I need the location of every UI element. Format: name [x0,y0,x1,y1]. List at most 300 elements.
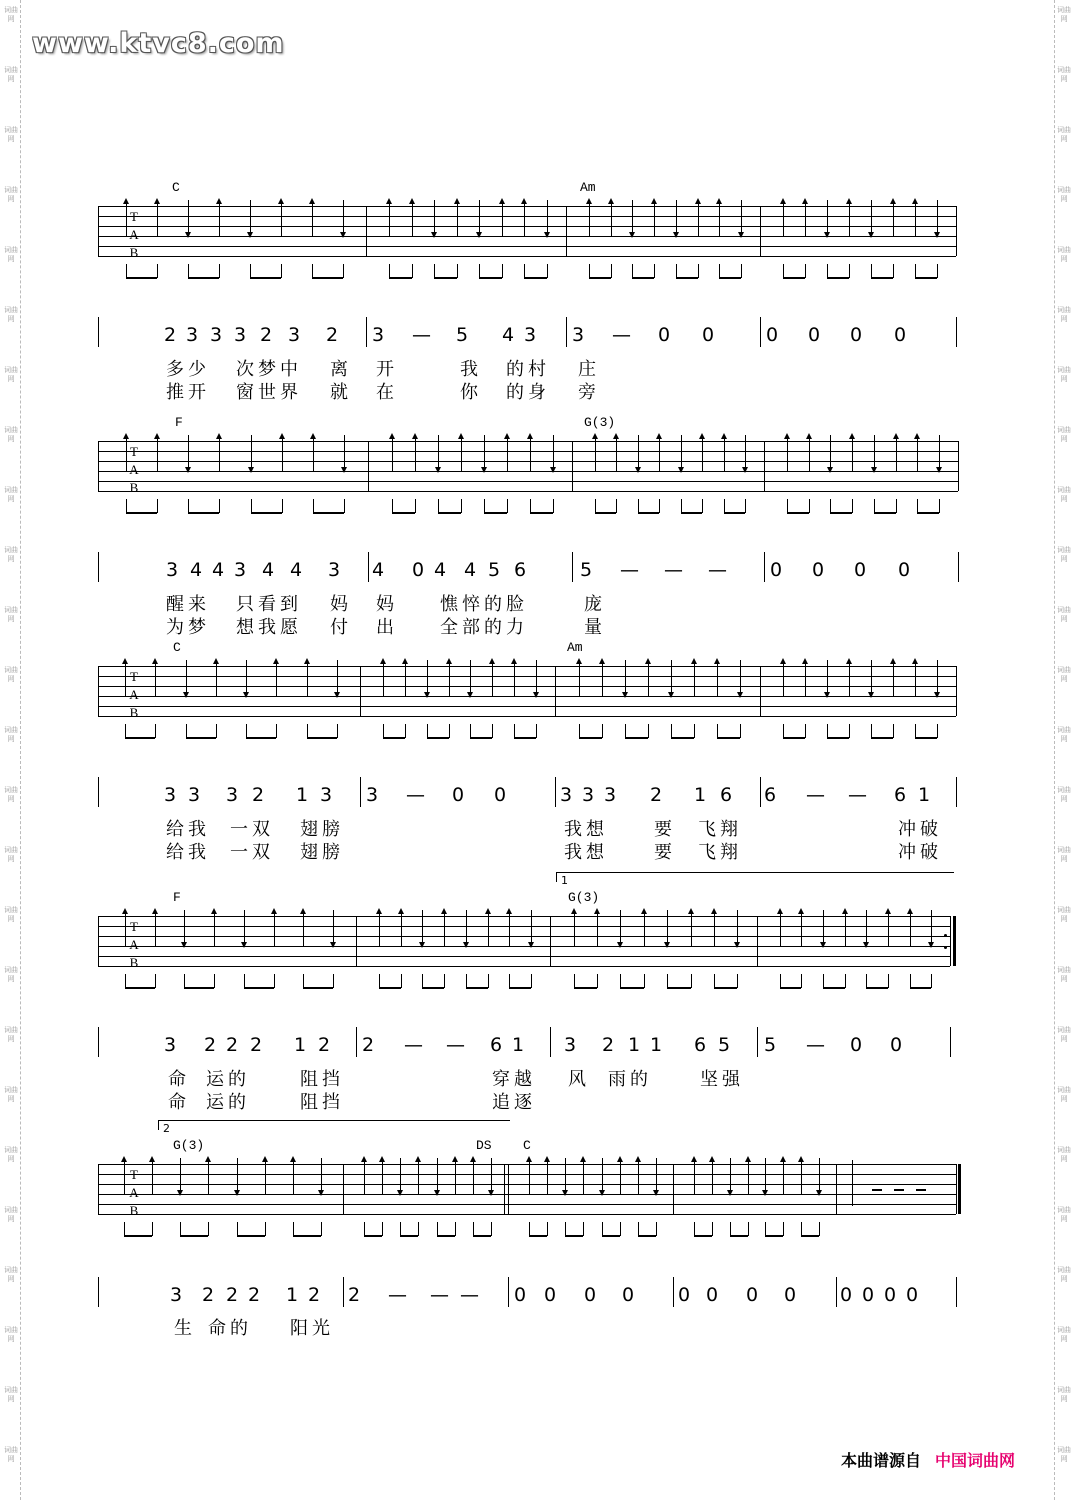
rhythm-stem [809,499,810,513]
rhythm-stem [125,724,126,738]
rhythm-stem [437,1222,438,1236]
rhythm-stem [124,1222,125,1236]
jianpu-note: 0 [849,1034,863,1056]
strum-down-arrow [762,1190,768,1196]
strum-up-arrow [586,198,592,204]
left-margin-strip [2,0,21,1500]
rhythm-stem [893,724,894,738]
strum-stroke [871,200,872,236]
rhythm-beam [125,737,155,739]
margin-mark: 词曲网 [1057,486,1071,503]
lyric-verse-2: 出 [376,617,398,638]
strum-stroke [321,1158,322,1194]
rhythm-stem [681,499,682,513]
tab-staff-line [98,1184,956,1185]
notation-bar-line [98,1027,99,1057]
jianpu-note: 5 [455,324,469,346]
strum-stroke [124,1158,125,1194]
jianpu-note: 3 [163,1034,177,1056]
jianpu-note: 4 [371,559,385,581]
strum-up-arrow [656,433,662,439]
jianpu-note: 0 [897,559,911,581]
rhythm-beam [595,512,616,514]
strum-up-arrow [846,658,852,664]
strum-stroke [219,200,220,236]
strum-down-arrow [871,467,877,473]
tab-staff-line [98,246,956,247]
strum-up-arrow [580,1156,586,1162]
strum-down-arrow [934,232,940,238]
rhythm-stem [714,974,715,988]
strum-stroke [237,1158,238,1194]
margin-mark: 词曲网 [1057,1326,1071,1343]
strum-stroke [638,1158,639,1194]
strum-stroke [208,1158,209,1194]
strum-stroke [681,435,682,471]
jianpu-note: 0 [765,324,779,346]
margin-mark: 词曲网 [1057,1206,1071,1223]
strum-stroke [724,435,725,471]
strum-up-arrow [576,658,582,664]
jianpu-note: 1 [293,1034,307,1056]
rhythm-beam [765,1235,783,1237]
bar-line [566,206,567,256]
jianpu-note: 5 [487,559,501,581]
strum-down-arrow [868,232,874,238]
strum-stroke [379,910,380,946]
strum-stroke [654,200,655,236]
rhythm-stem [648,724,649,738]
lyric-verse-1: 穿越 [492,1069,536,1090]
rhythm-stem [343,264,344,278]
rhythm-beam [671,737,694,739]
strum-stroke [574,910,575,946]
strum-up-arrow [780,658,786,664]
lyric-verse-1: 风 [568,1069,590,1090]
rhythm-beam [724,512,745,514]
chord-label: G(3) [584,415,616,430]
strum-down-arrow [824,692,830,698]
rhythm-beam [910,987,931,989]
jianpu-note: 0 [705,1284,719,1306]
jianpu-note: 2 [307,1284,321,1306]
strum-down-arrow [816,1190,822,1196]
rhythm-stem [405,724,406,738]
margin-mark: 词曲网 [4,786,18,803]
notation-bar-line [956,317,957,347]
rhythm-beam [184,987,214,989]
rhythm-beam [473,1235,491,1237]
margin-mark: 词曲网 [4,486,18,503]
strum-up-arrow [521,198,527,204]
chord-label: C [172,180,180,195]
strum-up-arrow [271,908,277,914]
strum-stroke [765,1158,766,1194]
rhythm-stem [915,264,916,278]
strum-up-arrow [402,658,408,664]
strum-down-arrow [248,467,254,473]
bar-line [98,206,99,256]
bar-line [356,916,357,966]
tab-letter: B [129,480,139,495]
strum-up-arrow [300,908,306,914]
lyric-verse-1: 次梦中 [236,359,302,380]
strum-stroke [152,1158,153,1194]
rhythm-stem [219,499,220,513]
strum-stroke [656,1158,657,1194]
bar-line [572,441,573,491]
jianpu-note: 2 [259,324,273,346]
strum-stroke [691,910,692,946]
lyric-verse-1: 离 [330,359,352,380]
rhythm-stem [553,499,554,513]
strum-stroke [915,200,916,236]
rhythm-stem [719,264,720,278]
jianpu-note: 1 [295,784,309,806]
strum-stroke [313,435,314,471]
rhythm-stem [276,724,277,738]
strum-stroke [740,660,741,696]
jianpu-note: — [388,1284,407,1306]
rhythm-beam [364,1235,382,1237]
strum-up-arrow [122,908,128,914]
strum-stroke [801,910,802,946]
margin-mark: 词曲网 [4,1326,18,1343]
strum-stroke [312,200,313,236]
jianpu-note: 4 [211,559,225,581]
jianpu-note: 3 [209,324,223,346]
strum-stroke [620,910,621,946]
strum-up-arrow [122,658,128,664]
rhythm-stem [667,974,668,988]
ds-marker: DS [476,1138,492,1153]
jianpu-note: 2 [325,324,339,346]
strum-up-arrow [842,908,848,914]
strum-down-arrow [397,1190,403,1196]
rhythm-stem [491,1222,492,1236]
notation-bar-line [508,1277,509,1307]
volta-number: 2 [163,1122,170,1135]
rhythm-stem [937,724,938,738]
rhythm-beam [303,987,333,989]
margin-mark: 词曲网 [4,1206,18,1223]
rhythm-beam [438,512,461,514]
strum-stroke [717,660,718,696]
jianpu-note: 0 [451,784,465,806]
rhythm-stem [939,499,940,513]
rhythm-beam [250,277,281,279]
rhythm-stem [632,264,633,278]
bar-line [343,1164,344,1214]
strum-stroke [632,200,633,236]
rhythm-stem [307,724,308,738]
strum-up-arrow [645,658,651,664]
strum-stroke [405,660,406,696]
rhythm-stem [717,724,718,738]
jianpu-note: 6 [513,559,527,581]
strum-stroke [492,660,493,696]
strum-up-arrow [695,198,701,204]
rhythm-stem [214,974,215,988]
strum-up-arrow [310,433,316,439]
rhythm-beam [801,1235,819,1237]
rhythm-beam [620,987,644,989]
rhythm-stem [801,1222,802,1236]
lyric-verse-1: 开 [376,359,398,380]
rhythm-stem [333,974,334,988]
strum-up-arrow [489,658,495,664]
jianpu-note: — [460,1284,479,1306]
bar-line [958,441,959,491]
bar-line [956,1164,957,1214]
strum-down-arrow [340,232,346,238]
strum-down-arrow [424,692,430,698]
rhythm-beam [871,277,893,279]
margin-mark: 词曲网 [4,1026,18,1043]
rhythm-beam [714,987,737,989]
rhythm-stem [457,264,458,278]
strum-stroke [893,200,894,236]
strum-stroke [157,435,158,471]
strum-down-arrow [181,942,187,948]
margin-mark: 词曲网 [1057,1266,1071,1283]
rhythm-stem [536,724,537,738]
rhythm-beam [379,987,401,989]
double-bar [504,1164,505,1214]
jianpu-note: 0 [701,324,715,346]
strum-up-arrow [304,658,310,664]
rhythm-stem [312,264,313,278]
rhythm-stem [126,264,127,278]
strum-up-arrow [213,658,219,664]
lyric-verse-1: 运的 [206,1069,250,1090]
bar-line [760,666,761,716]
margin-mark: 词曲网 [4,1086,18,1103]
volta-number: 1 [561,874,568,887]
jianpu-note: 0 [853,559,867,581]
strum-down-arrow [863,942,869,948]
strum-up-arrow [699,433,705,439]
strum-up-arrow [216,198,222,204]
strum-down-arrow [673,232,679,238]
strum-up-arrow [592,433,598,439]
lyric-verse-2: 飞翔 [698,842,742,863]
strum-stroke [449,660,450,696]
rhythm-beam [389,277,412,279]
strum-stroke [364,1158,365,1194]
rhythm-beam [186,737,216,739]
rhythm-stem [712,1222,713,1236]
strum-stroke [910,910,911,946]
tab-staff-line [98,966,950,967]
strum-up-arrow [777,908,783,914]
strum-stroke [644,910,645,946]
strum-up-arrow [152,908,158,914]
strum-down-arrow [481,467,487,473]
strum-down-arrow [234,1190,240,1196]
lyric-verse-1: 我 [460,359,482,380]
rhythm-beam [246,737,276,739]
strum-up-arrow [452,1156,458,1162]
jianpu-note: 3 [581,784,595,806]
jianpu-note: 0 [893,324,907,346]
strum-stroke [157,200,158,236]
repeat-end-bar [953,916,956,966]
rhythm-stem [244,974,245,988]
lyric-verse-1: 飞翔 [698,819,742,840]
jianpu-note: 0 [883,1284,897,1306]
bar-line [98,916,99,966]
strum-down-arrow [183,692,189,698]
lyric-verse-2: 旁 [578,382,600,403]
rhythm-stem [344,499,345,513]
rhythm-stem [389,264,390,278]
strum-stroke [671,660,672,696]
strum-up-arrow [389,433,395,439]
rhythm-stem [730,1222,731,1236]
jianpu-note: 6 [693,1034,707,1056]
strum-stroke [184,910,185,946]
strum-up-arrow [278,198,284,204]
rhythm-stem [293,1222,294,1236]
strum-stroke [694,660,695,696]
rhythm-stem [427,724,428,738]
notation-bar-line [950,1027,951,1057]
strum-stroke [852,435,853,471]
strum-stroke [125,910,126,946]
strum-down-arrow [419,942,425,948]
strum-stroke [783,1158,784,1194]
margin-mark: 词曲网 [1057,906,1071,923]
rhythm-beam [466,987,488,989]
strum-stroke [638,435,639,471]
rhythm-beam [827,737,849,739]
jianpu-note: 3 [187,784,201,806]
strum-stroke [827,200,828,236]
strum-up-arrow [571,908,577,914]
margin-mark: 词曲网 [4,1266,18,1283]
strum-stroke [251,435,252,471]
jianpu-note: 6 [489,1034,503,1056]
lyric-verse-1: 翅膀 [300,819,344,840]
rhythm-beam [392,512,415,514]
strum-stroke [917,435,918,471]
rhythm-stem [597,974,598,988]
tab-staff-line [98,441,958,442]
tab-staff-line [98,956,950,957]
rhythm-beam [625,737,648,739]
rhythm-beam [422,987,444,989]
notation-bar-line [98,777,99,807]
strum-down-arrow [241,942,247,948]
jianpu-note: — [404,1034,423,1056]
strum-down-arrow [185,232,191,238]
strum-stroke [412,200,413,236]
jianpu-note: 6 [719,784,733,806]
strum-stroke [125,660,126,696]
rhythm-beam [730,1235,748,1237]
rhythm-stem [422,974,423,988]
strum-stroke [714,910,715,946]
lyric-verse-1: 生 [174,1318,196,1339]
source-brand-link[interactable]: 中国词曲网 [935,1451,1016,1470]
margin-mark: 词曲网 [4,966,18,983]
strum-stroke [694,1158,695,1194]
strum-stroke [155,910,156,946]
strum-stroke [579,660,580,696]
margin-mark: 词曲网 [4,666,18,683]
margin-mark: 词曲网 [4,246,18,263]
jianpu-note: 3 [319,784,333,806]
strum-up-arrow [511,658,517,664]
rhythm-beam [787,512,809,514]
strum-stroke [246,660,247,696]
strum-up-arrow [780,1156,786,1162]
strum-stroke [719,200,720,236]
margin-mark: 词曲网 [4,906,18,923]
jianpu-note: 2 [201,1284,215,1306]
rhythm-stem [702,499,703,513]
rhythm-beam [427,737,449,739]
rhythm-beam [514,737,536,739]
rhythm-stem [574,974,575,988]
margin-mark: 词曲网 [1057,786,1071,803]
rhythm-stem [188,499,189,513]
margin-mark: 词曲网 [1057,1386,1071,1403]
rhythm-beam [717,737,740,739]
rhythm-stem [524,264,525,278]
rhythm-stem [874,499,875,513]
rhythm-beam [565,1235,583,1237]
rest-dash [872,1189,882,1191]
strum-stroke [418,1158,419,1194]
strum-stroke [801,1158,802,1194]
rhythm-stem [246,724,247,738]
rhythm-stem [852,499,853,513]
notation-bar-line [572,552,573,582]
lyric-verse-1: 只看到 [236,594,302,615]
tab-letter: A [129,687,139,702]
rhythm-stem [157,499,158,513]
watermark: www.ktvc8.com [32,28,285,59]
strum-up-arrow [651,198,657,204]
tab-letter: A [129,227,139,242]
bar-line [760,206,761,256]
rhythm-beam [484,512,507,514]
bar-line [673,1164,674,1214]
rhythm-stem [434,264,435,278]
jianpu-note: 2 [251,784,265,806]
arpeggio-line [852,1160,853,1206]
strum-stroke [466,910,467,946]
notation-bar-line [356,1027,357,1057]
strum-stroke [383,660,384,696]
notation-bar-line [555,777,556,807]
tab-staff-line [98,481,958,482]
jianpu-note: 2 [361,1034,375,1056]
strum-stroke [536,660,537,696]
margin-mark: 词曲网 [1057,1086,1071,1103]
rhythm-stem [602,1222,603,1236]
jianpu-note: 5 [763,1034,777,1056]
rhythm-stem [845,974,846,988]
strum-up-arrow [709,1156,715,1162]
lyric-verse-1: 要 [654,819,676,840]
rhythm-stem [274,974,275,988]
strum-stroke [745,435,746,471]
rhythm-stem [748,1222,749,1236]
rhythm-beam [437,1235,455,1237]
